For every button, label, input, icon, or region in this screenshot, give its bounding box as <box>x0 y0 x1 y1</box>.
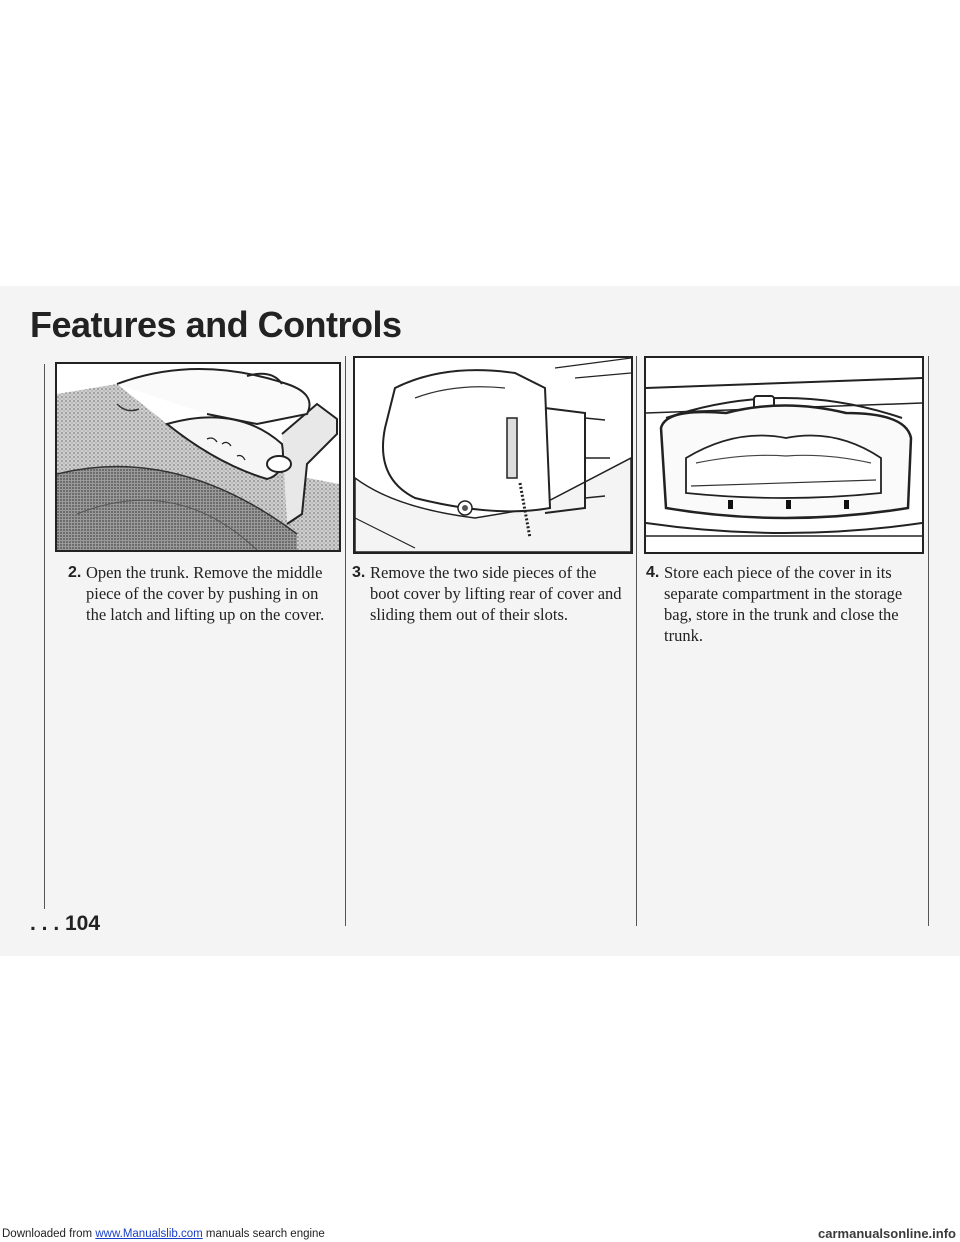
page-title: Features and Controls <box>30 304 402 345</box>
footer-source <box>2 1226 325 1242</box>
step-3 <box>352 562 628 625</box>
step-2-text: Open the trunk. Remove the middle piece of the cover by pushing in on the latch and lifting up on the cover. <box>86 563 325 624</box>
column-divider-far-right <box>928 356 929 926</box>
step-2 <box>68 562 340 625</box>
figure-latch-press <box>55 362 341 552</box>
step-2-number: 2. <box>68 564 82 581</box>
page-number: . . . 104 <box>30 912 101 935</box>
step-3-text: Remove the two side pieces of the boot cover by lifting rear of cover and sliding them out of their slots. <box>370 563 622 624</box>
footer-prefix: Downloaded from <box>2 1228 93 1240</box>
figure-storage-bag <box>644 356 924 554</box>
column-divider-left <box>44 364 45 909</box>
step-4-number: 4. <box>646 564 660 581</box>
manualslib-link[interactable]: www.Manualslib.com <box>95 1228 203 1240</box>
figure-side-pieces <box>353 356 633 554</box>
latch-illustration <box>57 364 339 550</box>
download-footer <box>0 1226 960 1242</box>
storage-bag-illustration <box>646 358 922 552</box>
column-divider-right <box>636 356 637 926</box>
column-divider-middle <box>345 356 346 926</box>
step-3-number: 3. <box>352 564 366 581</box>
side-pieces-illustration <box>355 358 631 552</box>
manual-page <box>0 286 960 956</box>
step-4-text: Store each piece of the cover in its separate compartment in the storage bag, store in the trunk and close the trunk. <box>664 563 903 645</box>
footer-suffix: manuals search engine <box>205 1228 325 1240</box>
step-4 <box>646 562 918 646</box>
watermark: carmanualsonline.info <box>818 1226 956 1241</box>
